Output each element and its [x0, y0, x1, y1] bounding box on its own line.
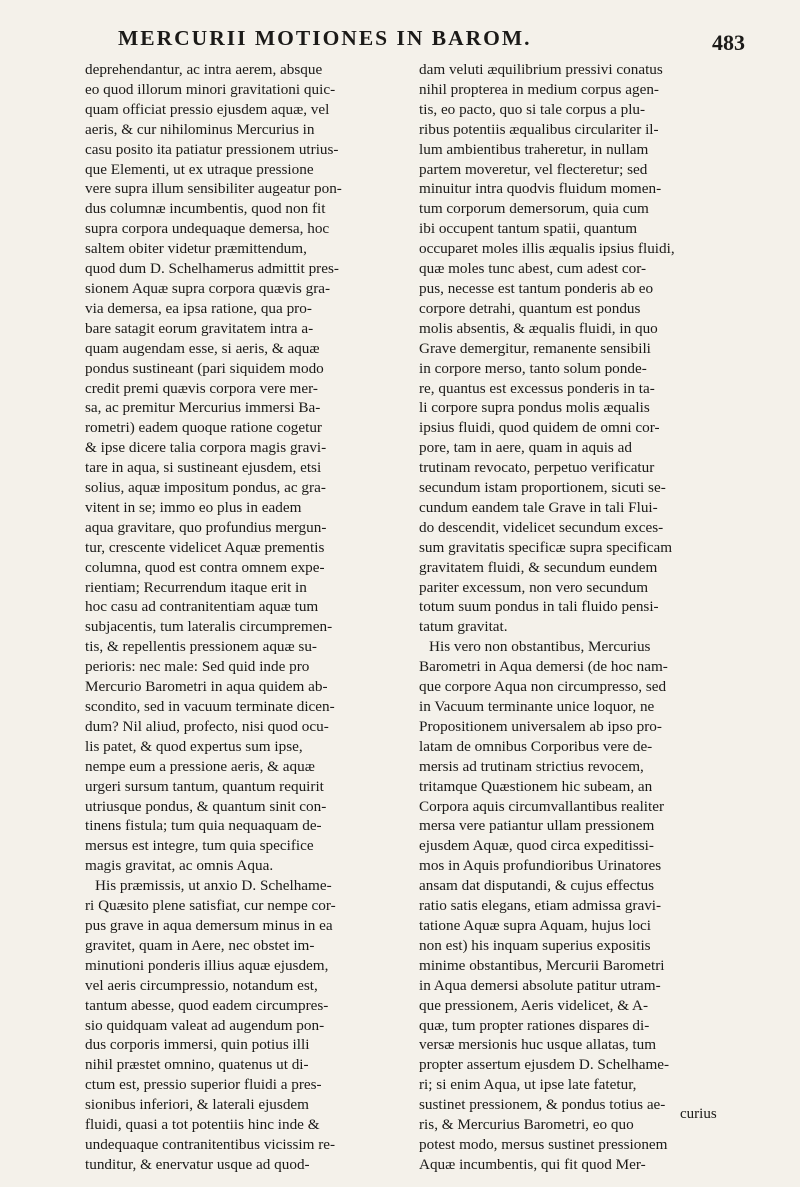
- text-line: & ipse dicere talia corpora magis gravi-: [85, 439, 327, 457]
- text-line: totum suum pondus in tali fluido pensi-: [419, 598, 659, 616]
- text-line: sum gravitatis specificæ supra specificam: [419, 538, 673, 556]
- text-line: do descendit, videlicet secundum exces-: [419, 518, 664, 536]
- text-line: minuitur intra quodvis fluidum momen-: [419, 180, 662, 198]
- text-line: quæ moles tunc abest, cum adest cor-: [419, 260, 647, 278]
- text-line: scondito, sed in vacuum terminate dicen-: [85, 698, 335, 715]
- text-line: potest modo, mersus sustinet pressionem: [419, 1135, 668, 1153]
- text-line: tare in aqua, si sustineant ejusdem, etsi: [85, 459, 322, 477]
- text-line: rientiam; Recurrendum itaque erit in: [85, 578, 307, 596]
- text-line: quam officiat pressio ejusdem aquæ, vel: [85, 100, 330, 118]
- text-line: pus, necesse est tantum ponderis ab eo: [419, 279, 654, 297]
- text-line: secundum istam proportionem, sicuti se-: [419, 479, 666, 497]
- text-line: in corpore merso, tanto solum ponde-: [419, 359, 647, 377]
- text-line: mersa vere patiantur ullam pressionem: [419, 817, 655, 835]
- text-line: aqua gravitare, quo profundius mergun-: [85, 518, 327, 536]
- text-line: fluidi, quasi a tot potentiis hinc inde &: [85, 1116, 320, 1134]
- text-line: Grave demergitur, remanente sensibili: [419, 339, 651, 357]
- text-line: li corpore supra pondus molis æqualis: [419, 399, 650, 417]
- text-line: Barometri in Aqua demersi (de hoc nam-: [419, 658, 668, 676]
- text-line: ri; si enim Aqua, ut ipse late fatetur,: [419, 1076, 637, 1094]
- text-line: nempe eum a pressione aeris, & aquæ: [85, 757, 315, 775]
- text-line: Aquæ incumbentis, qui fit quod Mer-: [419, 1155, 646, 1173]
- text-line: in Aqua demersi absolute patitur utram-: [419, 976, 661, 994]
- text-line: partem moveretur, vel flecteretur; sed: [419, 160, 648, 178]
- text-line: eo quod illorum minori gravitationi quic-: [85, 80, 336, 98]
- text-line: magis gravitat, ac omnis Aqua.: [85, 857, 274, 875]
- text-line: quæ, tum propter rationes dispares di-: [419, 1016, 650, 1034]
- text-line: mos in Aquis profundioribus Urinatores: [419, 857, 662, 875]
- text-line: latam de omnibus Corporibus vere de-: [419, 737, 653, 755]
- text-line: ipsius fluidi, quod quidem de omni cor-: [419, 419, 660, 437]
- text-line: minutioni ponderis illius aquæ ejusdem,: [85, 956, 329, 974]
- text-line: pariter excessum, non vero secundum: [419, 578, 649, 596]
- text-line: non est) his inquam superius expositis: [419, 936, 651, 954]
- text-line: Corpora aquis circumvallantibus realiter: [419, 797, 665, 815]
- text-line: deprehendantur, ac intra aerem, absque: [85, 61, 323, 78]
- text-line: quam augendam esse, si aeris, & aquæ: [85, 339, 320, 357]
- text-line: sionibus inferiori, & laterali ejusdem: [85, 1096, 309, 1114]
- text-line: ribus potentiis æqualibus circulariter il-: [419, 120, 659, 138]
- text-line: versæ mersionis huc usque allatas, tum: [419, 1036, 657, 1054]
- text-line: re, quantus est excessus ponderis in ta-: [419, 379, 655, 397]
- text-line: gravitatem fluidi, & secundum eundem: [419, 558, 658, 576]
- text-line: sustinet pressionem, & pondus totius ae-: [419, 1096, 666, 1114]
- text-line: lis patet, & quod expertus sum ipse,: [85, 737, 303, 755]
- text-line: perioris: nec male: Sed quid inde pro: [85, 658, 310, 676]
- text-line: trutinam revocato, perpetuo verificatur: [419, 459, 655, 477]
- text-line: que corpore Aqua non circumpresso, sed: [419, 678, 667, 696]
- text-line: tatum gravitat.: [419, 618, 508, 636]
- text-line: undequaque contranitentibus vicissim re-: [85, 1135, 336, 1153]
- text-line: occuparet moles illis æqualis ipsius fluidi,: [419, 240, 675, 258]
- text-line: His vero non obstantibus, Mercurius: [429, 638, 651, 656]
- text-line: tis, eo pacto, quo si tale corpus a plu-: [419, 100, 646, 118]
- text-line: Propositionem universalem ab ipso pro-: [419, 717, 662, 735]
- text-line: bare satagit eorum gravitatem intra a-: [85, 319, 314, 337]
- text-line: quod dum D. Schelhamerus admittit pres-: [85, 260, 339, 278]
- text-line: hoc casu ad contranitentiam aquæ tum: [85, 598, 319, 616]
- text-line: ctum est, pressio superior fluidi a pres-: [85, 1076, 322, 1094]
- text-line: His præmissis, ut anxio D. Schelhame-: [95, 877, 332, 895]
- text-line: tritamque Quæstionem hic subeam, an: [419, 777, 653, 795]
- text-line: que Elementi, ut ex utraque pressione: [85, 160, 314, 178]
- text-line: saltem obiter videtur præmittendum,: [85, 240, 307, 258]
- text-line: dus columnæ incumbentis, quod non fit: [85, 200, 326, 218]
- text-line: tantum abesse, quod eadem circumpres-: [85, 996, 329, 1014]
- text-line: subjacentis, tum lateralis circumpremen-: [85, 618, 333, 636]
- text-line: mersis ad trutinam strictius revocem,: [419, 757, 644, 775]
- text-line: corpore detrahi, quantum est pondus: [419, 299, 641, 317]
- text-line: supra corpora undequaque demersa, hoc: [85, 220, 330, 238]
- text-line: vel aeris circumpressio, notandum est,: [85, 976, 318, 994]
- text-line: nihil propterea in medium corpus agen-: [419, 80, 659, 98]
- text-line: minime obstantibus, Mercurii Barometri: [419, 956, 665, 974]
- text-line: ri Quæsito plene satisfiat, cur nempe cor-: [85, 897, 336, 915]
- text-line: rometri) eadem quoque ratione cogetur: [85, 419, 322, 437]
- text-line: ejusdem Aquæ, quod circa expeditissi-: [419, 837, 654, 855]
- text-line: ansam dat disputandi, & cujus effectus: [419, 877, 655, 895]
- right-text-column: [419, 60, 749, 1175]
- left-text-column: [85, 60, 405, 1175]
- text-line: tinens fistula; tum quia nequaquam de-: [85, 817, 322, 835]
- text-line: vitent in se; immo eo plus in eadem: [85, 498, 302, 516]
- text-line: via demersa, ea ipsa ratione, qua pro-: [85, 299, 312, 317]
- text-line: sa, ac premitur Mercurius immersi Ba-: [85, 399, 321, 417]
- text-line: urgeri sursum tantum, quantum requirit: [85, 777, 324, 795]
- text-line: tur, crescente videlicet Aquæ prementis: [85, 538, 325, 556]
- text-line: solius, aquæ impositum pondus, ac gra-: [85, 479, 326, 497]
- text-line: que pressionem, Aeris videlicet, & A-: [419, 996, 649, 1014]
- running-title: MERCURII MOTIONES IN BAROM.: [118, 26, 532, 50]
- text-line: utriusque pondus, & quantum sinit con-: [85, 797, 327, 815]
- text-line: ratio satis elegans, etiam admissa gravi-: [419, 897, 662, 915]
- text-line: dum? Nil aliud, profecto, nisi quod ocu-: [85, 717, 329, 735]
- text-line: Mercurio Barometri in aqua quidem ab-: [85, 678, 328, 696]
- text-line: pore, tam in aere, quam in aquis ad: [419, 439, 632, 457]
- text-line: gravitet, quam in Aere, nec obstet im-: [85, 936, 315, 954]
- catchword: curius: [680, 1106, 717, 1122]
- text-line: tunditur, & enervatur usque ad quod-: [85, 1155, 310, 1173]
- text-line: tum corporum demersorum, quia cum: [419, 200, 649, 218]
- text-line: pondus sustineant (pari siquidem modo: [85, 359, 324, 377]
- text-line: nihil præstet omnino, quatenus ut di-: [85, 1056, 309, 1074]
- text-line: casu posito ita patiatur pressionem utrius-: [85, 140, 339, 158]
- text-line: propter assertum ejusdem D. Schelhame-: [419, 1056, 670, 1074]
- text-line: aeris, & cur nihilominus Mercurius in: [85, 120, 315, 138]
- text-line: sionem Aquæ supra corpora quævis gra-: [85, 279, 331, 297]
- text-line: cundum eandem tale Grave in tali Flui-: [419, 498, 658, 516]
- text-line: ibi occupent tantum spatii, quantum: [419, 220, 638, 238]
- text-line: credit premi quævis corpora vere mer-: [85, 379, 318, 397]
- text-line: tatione Aquæ supra Aquam, hujus loci: [419, 916, 652, 934]
- page-number: 483: [712, 30, 745, 55]
- text-line: ris, & Mercurius Barometri, eo quo: [419, 1116, 634, 1134]
- text-line: sio quidquam valeat ad augendum pon-: [85, 1016, 325, 1034]
- text-line: mersus est integre, tum quia specifice: [85, 837, 314, 855]
- text-line: dus corporis immersi, quin potius illi: [85, 1036, 310, 1054]
- text-line: vere supra illum sensibiliter augeatur pon-: [85, 180, 342, 198]
- text-line: columna, quod est contra omnem expe-: [85, 558, 325, 576]
- text-line: pus grave in aqua demersum minus in ea: [85, 916, 333, 934]
- text-line: molis absentis, & æqualis fluidi, in quo: [419, 319, 658, 337]
- text-line: tis, & repellentis pressionem aquæ su-: [85, 638, 317, 656]
- text-line: lum ambientibus traheretur, in nullam: [419, 140, 649, 158]
- text-line: dam veluti æquilibrium pressivi conatus: [419, 61, 663, 78]
- text-line: in Vacuum terminante unice loquor, ne: [419, 698, 655, 715]
